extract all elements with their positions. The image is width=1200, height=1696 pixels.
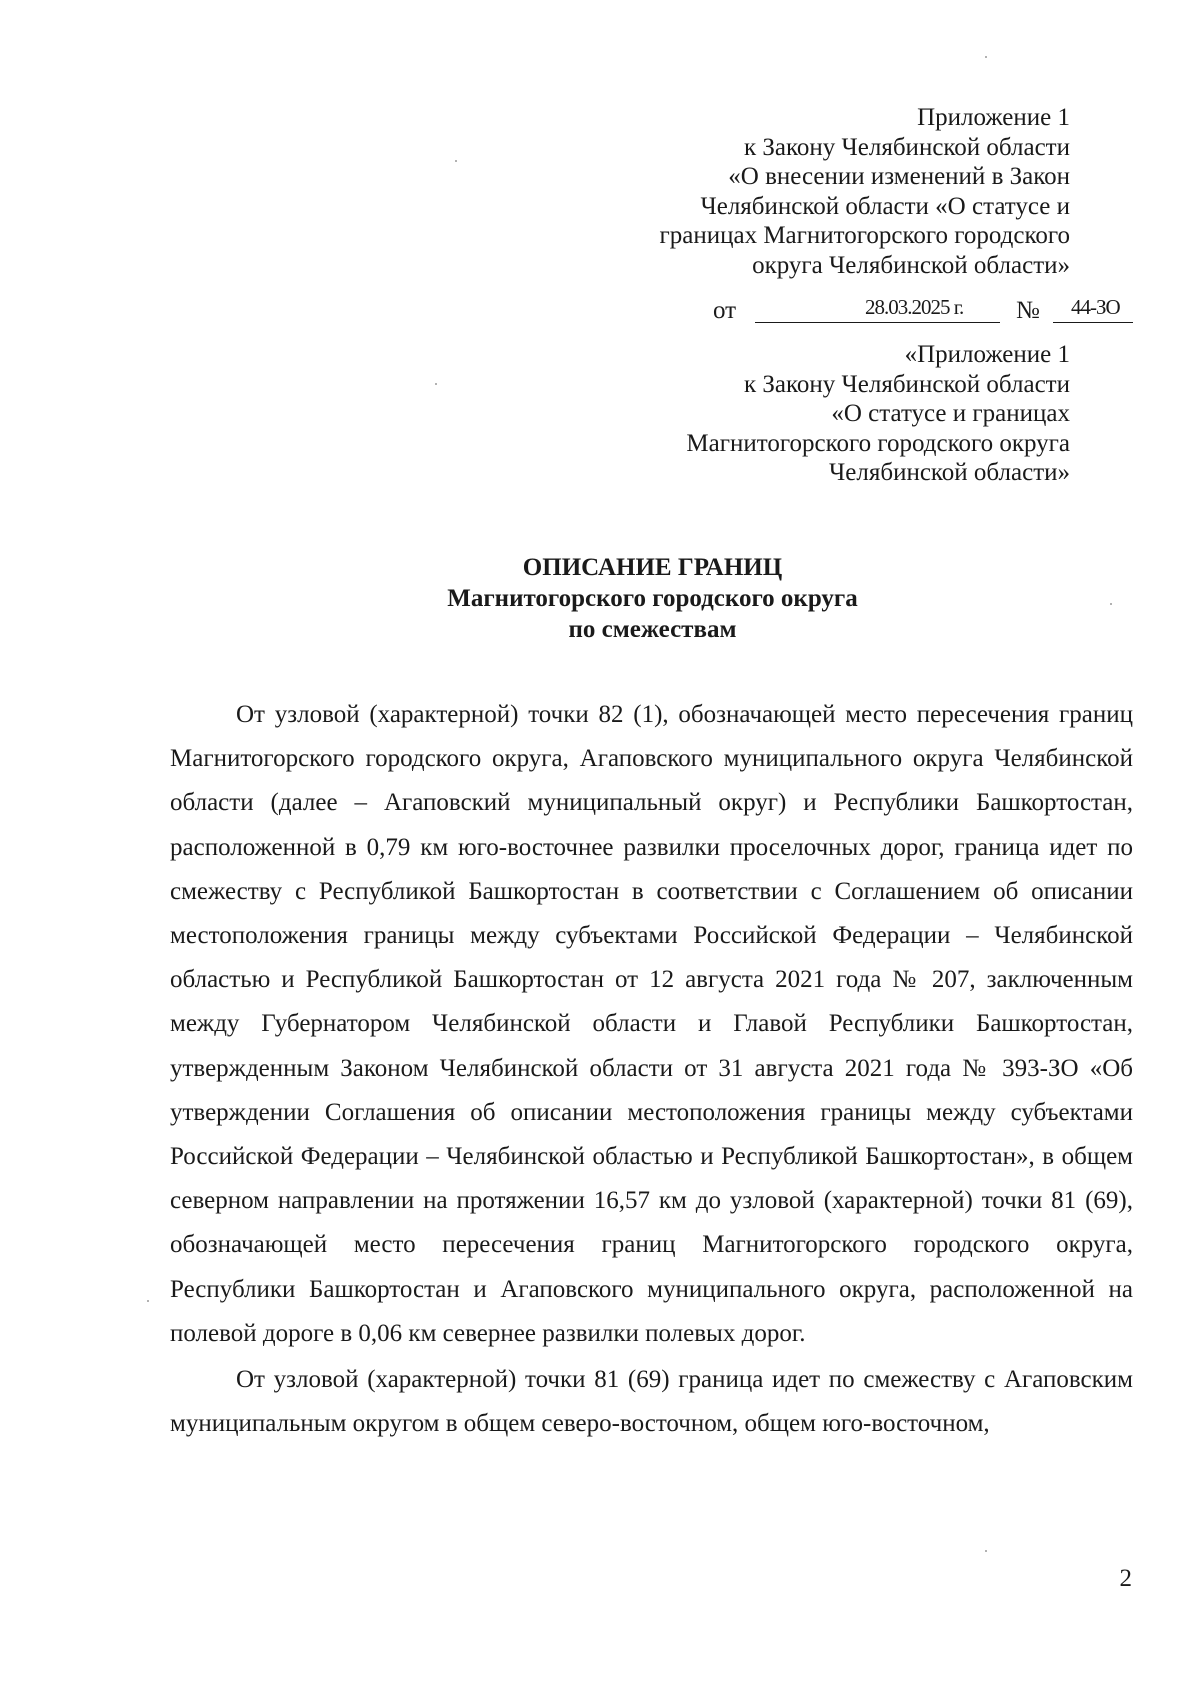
- date-value: 28.03.2025 г.: [865, 295, 964, 319]
- title-line-3: по смежествам: [568, 616, 737, 643]
- body-paragraph: От узловой (характерной) точки 81 (69) граница идет по смежеству с Агаповским муниципальным округом в общем северо-восточном, общем юго-восточном,: [170, 1366, 1133, 1438]
- annex-header-old: [686, 340, 1070, 488]
- page-number: 2: [1119, 1565, 1132, 1592]
- document-title: [0, 552, 1200, 645]
- annex-new-line: границах Магнитогорского городского: [659, 222, 1070, 249]
- from-label: от: [713, 297, 737, 324]
- document-body: [170, 693, 1133, 1446]
- scan-speck: [1110, 603, 1112, 605]
- annex-old-line: Магнитогорского городского округа: [686, 429, 1070, 457]
- title-line-1: ОПИСАНИЕ ГРАНИЦ: [522, 554, 783, 581]
- annex-old-line: «Приложение 1: [904, 341, 1070, 368]
- scan-speck: [435, 383, 437, 385]
- annex-old-line: «О статусе и границах: [831, 400, 1070, 427]
- annex-new-line: к Закону Челябинской области: [744, 133, 1070, 161]
- title-line-2: Магнитогорского городского округа: [447, 585, 858, 612]
- number-value: 44-ЗО: [1071, 295, 1120, 319]
- date-field: [755, 292, 1000, 323]
- scan-speck: [455, 160, 457, 162]
- annex-old-line: к Закону Челябинской области: [744, 370, 1070, 398]
- body-paragraph: От узловой (характерной) точки 82 (1), обозначающей место пересечения границ Магнитогорского городского округа, Агаповского муниципального округа Челябинской области (далее – Агаповский муниципальный округ) и Республики Башкортостан, расположенной в 0,79 км юго-восточнее развилки проселочных дорог, граница идет по смежеству с Республикой Башкортостан в соответствии с Соглашением об описании местоположения границы между субъектами Российской Федерации – Челябинской областью и Республикой Башкортостан от 12 августа 2021 года № 207, заключенным между Губернатором Челябинской области и Главой Республики Башкортостан, утвержденным Законом Челябинской области от 31 августа 2021 года № 393-ЗО «Об утверждении Соглашения об описании местоположения границы между субъектами Российской Федерации – Челябинской областью и Республикой Башкортостан», в общем северном направлении на протяжении 16,57 км до узловой (характерной) точки 81 (69), обозначающей место пересечения границ Магнитогорского городского округа, Республики Башкортостан и Агаповского муниципального округа, расположенной на полевой дороге в 0,06 км севернее развилки полевых дорог.: [170, 701, 1133, 1347]
- annex-new-line: Челябинской области «О статусе и: [700, 192, 1070, 220]
- scan-speck: [985, 56, 987, 58]
- annex-new-line: Приложение 1: [917, 104, 1070, 131]
- scan-speck: [985, 1550, 987, 1552]
- scan-speck: [147, 1300, 149, 1302]
- number-label: №: [1016, 297, 1040, 324]
- number-field: [1053, 292, 1133, 323]
- annex-new-line: округа Челябинской области»: [752, 251, 1070, 279]
- annex-old-line: Челябинской области»: [829, 459, 1070, 486]
- annex-new-line: «О внесении изменений в Закон: [728, 163, 1070, 190]
- date-number-line: [713, 297, 1133, 329]
- annex-header-new: [660, 103, 1071, 280]
